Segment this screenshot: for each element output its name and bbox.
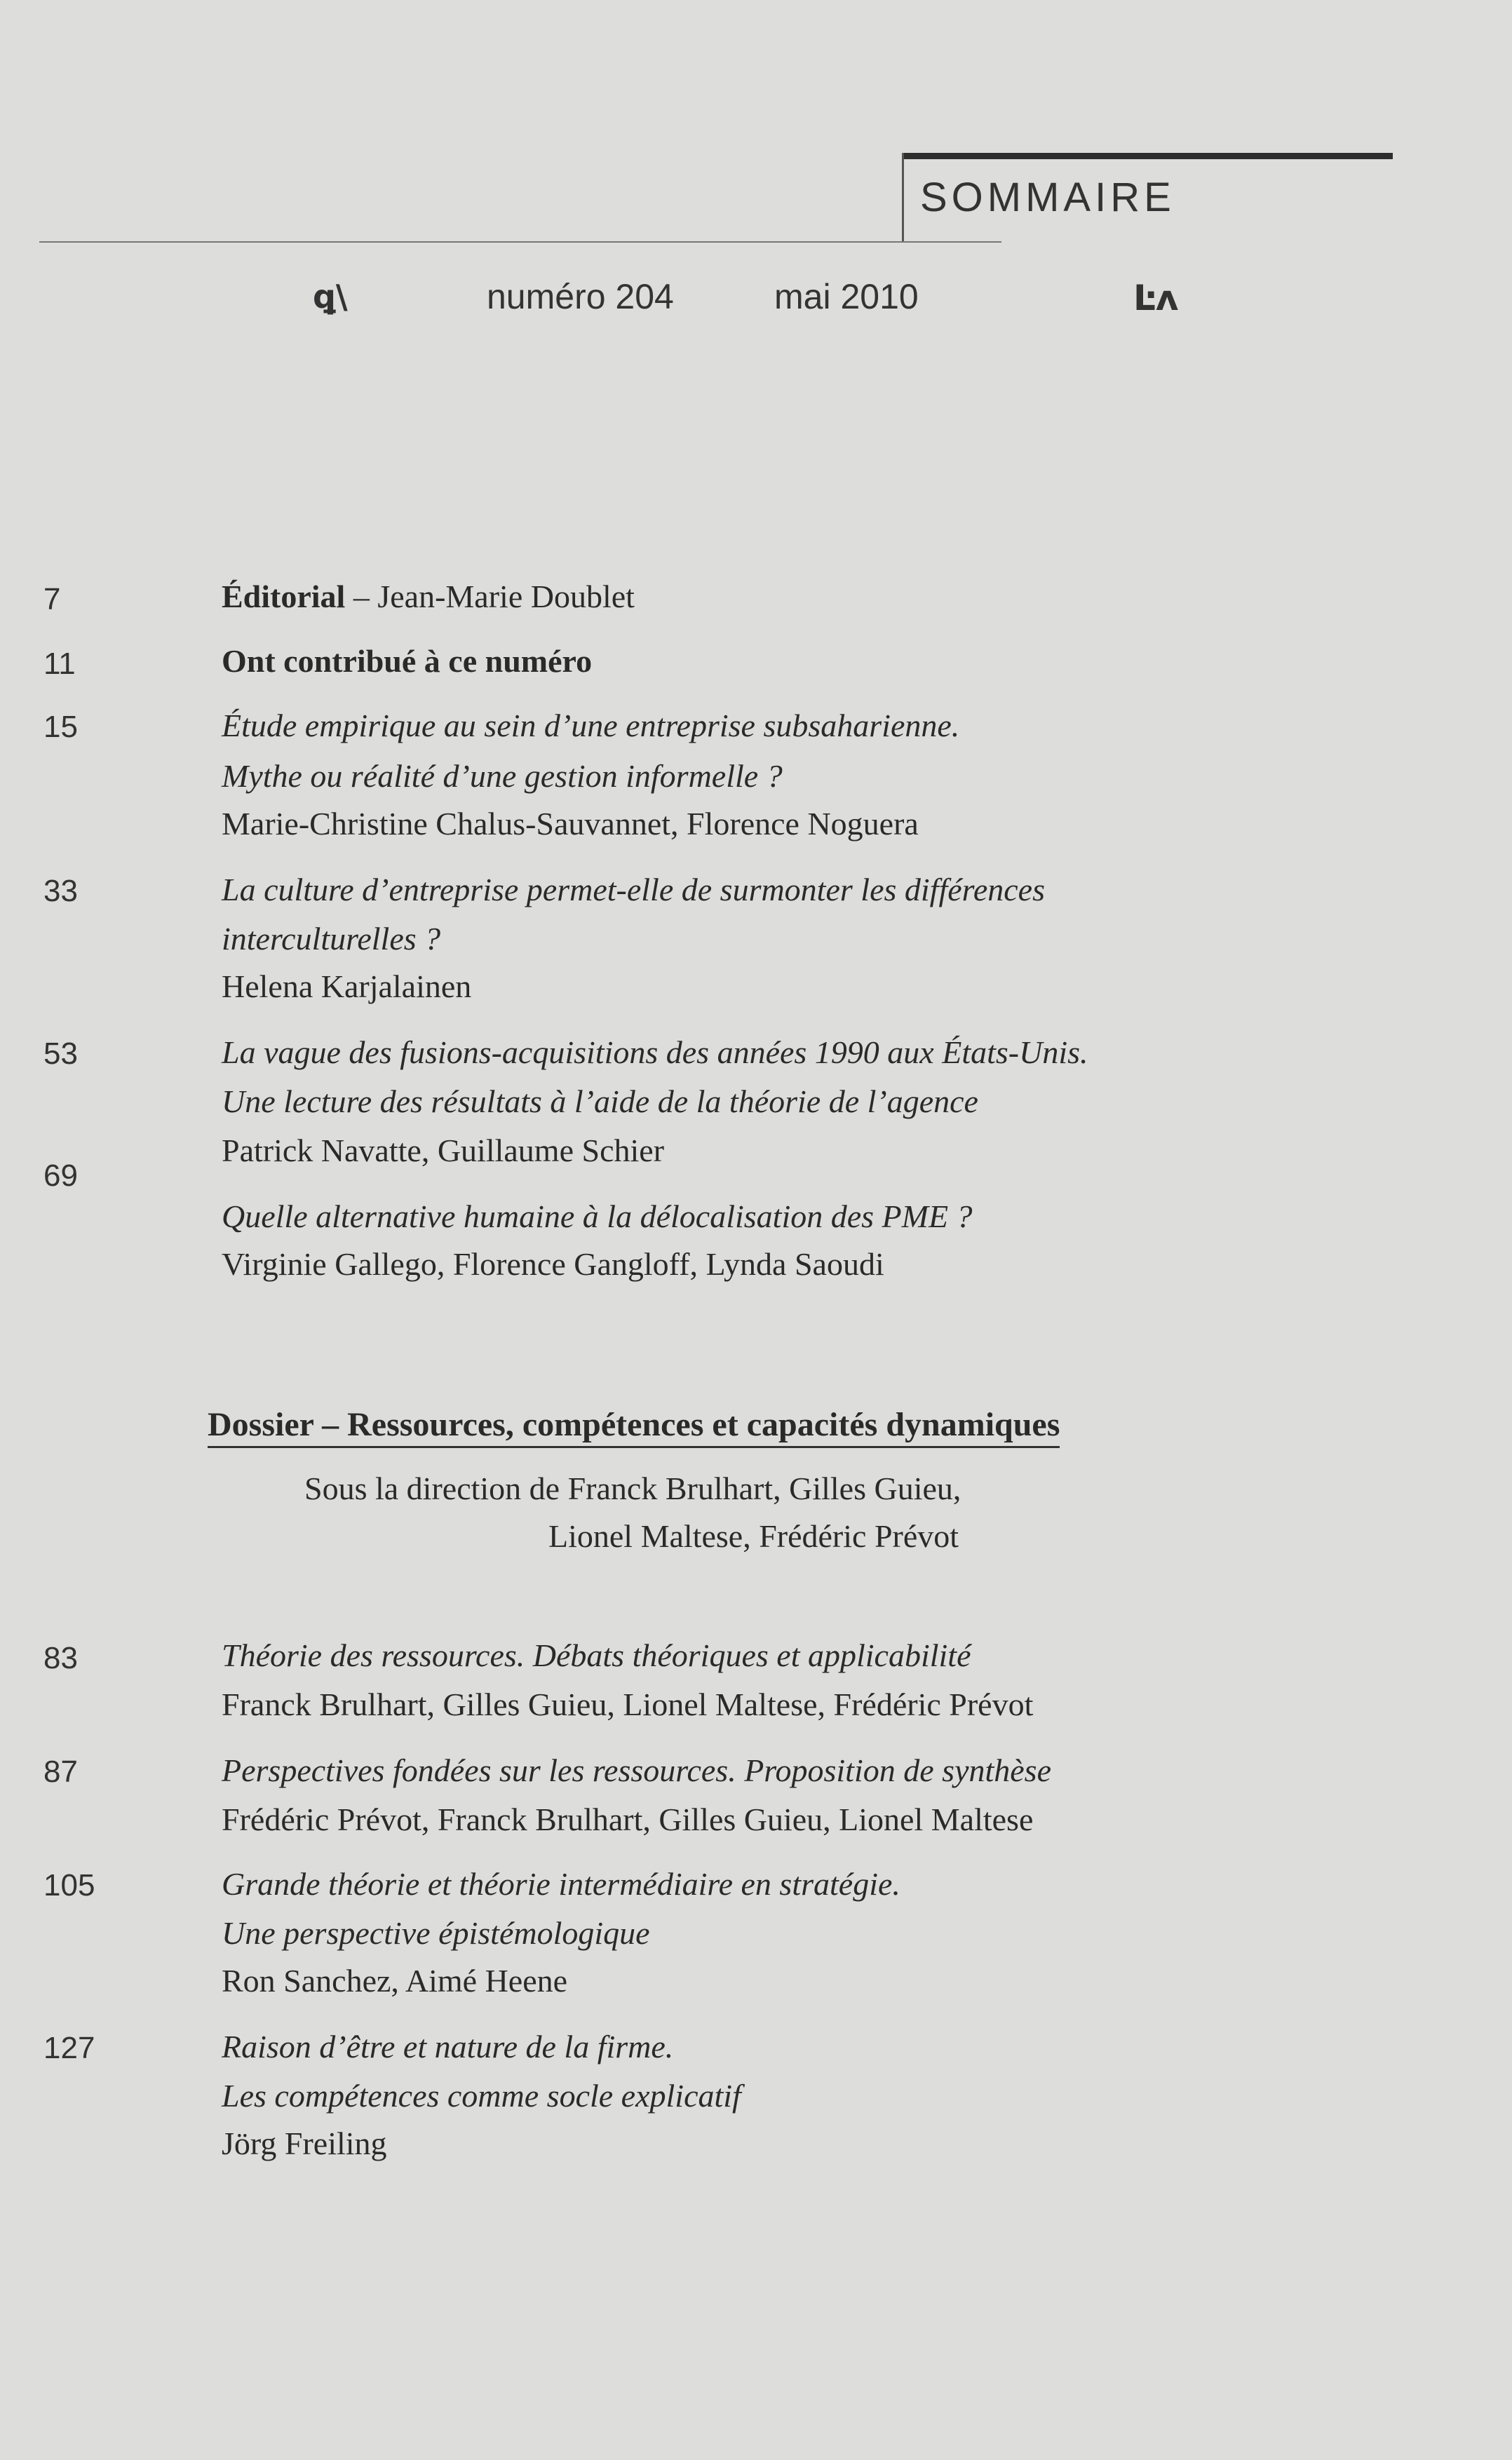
toc-entry-author: Frédéric Prévot, Franck Brulhart, Gilles Guieu, Lionel Maltese <box>222 1802 1034 1837</box>
handwritten-mark-right: Ŀᴧ <box>1133 278 1179 318</box>
toc-page-number: 83 <box>43 1641 78 1675</box>
toc-entry-title: Théorie des ressources. Débats théoriques et applicabilité <box>222 1637 971 1673</box>
toc-page-number: 15 <box>43 710 78 744</box>
issue-date: mai 2010 <box>774 277 919 316</box>
toc-entry-title: La culture d’entreprise permet-elle de surmonter les différences <box>222 872 1045 907</box>
toc-entry-editorial <box>222 581 635 613</box>
toc-entry-author: Jörg Freiling <box>222 2126 387 2161</box>
toc-entry-title: Quelle alternative humaine à la délocalisation des PME ? <box>222 1198 973 1234</box>
toc-entry-title: Perspectives fondées sur les ressources. Proposition de synthèse <box>222 1752 1051 1788</box>
header-top-rule <box>902 153 1393 159</box>
toc-entry-title: Mythe ou réalité d’une gestion informelle ? <box>222 758 783 794</box>
header-vertical-rule <box>902 153 904 243</box>
toc-entry-title: Étude empirique au sein d’une entreprise subsaharienne. <box>222 708 960 743</box>
toc-entry-title: Les compétences comme socle explicatif <box>222 2078 741 2114</box>
toc-page-number: 33 <box>43 874 78 908</box>
toc-page-number: 7 <box>43 582 61 616</box>
toc-entry-author: Helena Karjalainen <box>222 968 472 1004</box>
toc-entry-author: Jean-Marie Doublet <box>377 579 635 614</box>
toc-page-number: 87 <box>43 1755 78 1789</box>
sommaire-title: SOMMAIRE <box>920 175 1175 220</box>
toc-entry-title: Une lecture des résultats à l’aide de la théorie de l’agence <box>222 1083 978 1119</box>
toc-entry-author: Patrick Navatte, Guillaume Schier <box>222 1133 665 1168</box>
issue-number: numéro 204 <box>487 277 674 316</box>
toc-entry-title: interculturelles ? <box>222 921 441 957</box>
toc-entry-author: Ron Sanchez, Aimé Heene <box>222 1963 568 1999</box>
dossier-direction-line: Sous la direction de Franck Brulhart, Gilles Guieu, <box>304 1471 961 1506</box>
toc-page-number: 53 <box>43 1036 78 1071</box>
toc-page-number: 69 <box>43 1158 78 1193</box>
toc-entry-author: Franck Brulhart, Gilles Guieu, Lionel Maltese, Frédéric Prévot <box>222 1687 1034 1722</box>
toc-entry-title: Ont contribué à ce numéro <box>222 643 593 679</box>
toc-entry-author: Marie-Christine Chalus-Sauvannet, Florence Noguera <box>222 806 919 842</box>
dossier-direction-line: Lionel Maltese, Frédéric Prévot <box>548 1518 959 1554</box>
toc-page-number: 11 <box>43 647 76 681</box>
toc-separator: – <box>345 579 378 614</box>
toc-entry-title: Grande théorie et théorie intermédiaire en stratégie. <box>222 1866 900 1902</box>
toc-page-number: 127 <box>43 2031 95 2065</box>
toc-entry-title: La vague des fusions-acquisitions des années 1990 aux États-Unis. <box>222 1034 1088 1070</box>
toc-entry-title: Raison d’être et nature de la firme. <box>222 2029 674 2064</box>
header-bottom-rule <box>39 241 1001 243</box>
dossier-title: Dossier – Ressources, compétences et capacités dynamiques <box>208 1408 1060 1448</box>
toc-entry-title: Éditorial <box>222 579 346 614</box>
toc-entry-title: Une perspective épistémologique <box>222 1915 650 1951</box>
toc-page-number: 105 <box>43 1868 95 1903</box>
toc-entry-author: Virginie Gallego, Florence Gangloff, Lynda Saoudi <box>222 1246 884 1282</box>
handwritten-mark-left: ꝗ\ <box>313 278 348 316</box>
